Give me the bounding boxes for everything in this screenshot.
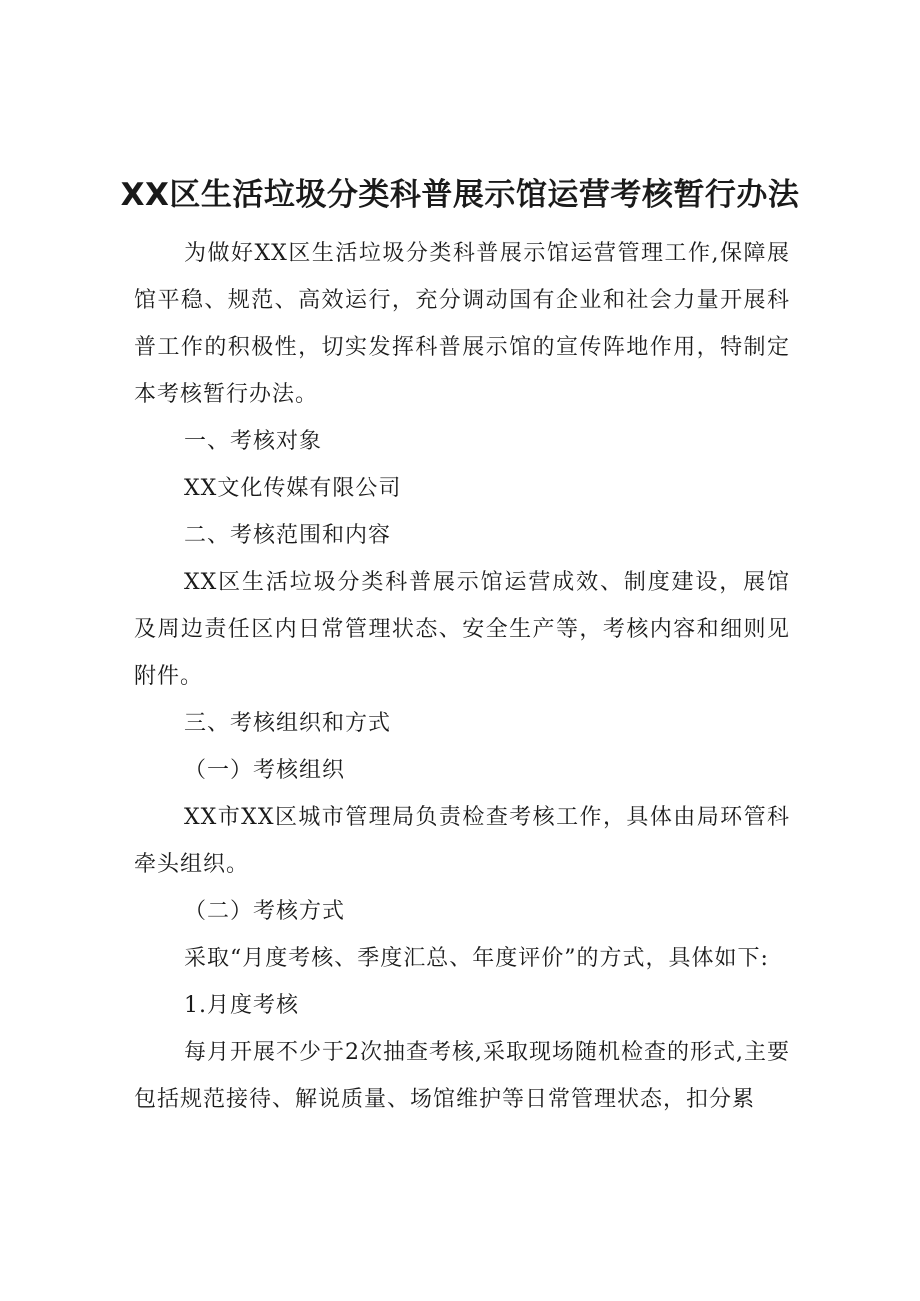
section-heading-3: 三、考核组织和方式: [184, 711, 392, 736]
subsection-heading-2: （二）考核方式: [184, 899, 346, 924]
section-2-text: XX区生活垃圾分类科普展示馆运营成效、制度建设，展馆及周边责任区内日常管理状态、安全生产等，考核内容和细则见附件。: [134, 570, 790, 689]
section-heading-2: 二、考核范围和内容: [184, 523, 392, 548]
subsection-2-text: 采取“月度考核、季度汇总、年度评价”的方式，具体如下:: [184, 946, 769, 971]
document-title: XX区生活垃圾分类科普展示馆运营考核暂行办法: [120, 177, 800, 213]
subsection-heading-1: （一）考核组织: [184, 758, 346, 783]
item-heading-1: 1.月度考核: [184, 993, 299, 1018]
section-1-text: XX文化传媒有限公司: [184, 476, 402, 501]
intro-paragraph: 为做好XX区生活垃圾分类科普展示馆运营管理工作,保障展馆平稳、规范、高效运行，充分调动国有企业和社会力量开展科普工作的积极性，切实发挥科普展示馆的宣传阵地作用，特制定本考核暂行办法。: [134, 241, 790, 407]
document-body: [134, 230, 790, 1123]
item-1-text: 每月开展不少于2次抽查考核,采取现场随机检查的形式,主要包括规范接待、解说质量、场馆维护等日常管理状态，扣分累: [134, 1040, 790, 1112]
section-heading-1: 一、考核对象: [184, 429, 323, 454]
subsection-1-text: XX市XX区城市管理局负责检查考核工作，具体由局环管科牵头组织。: [134, 805, 790, 877]
